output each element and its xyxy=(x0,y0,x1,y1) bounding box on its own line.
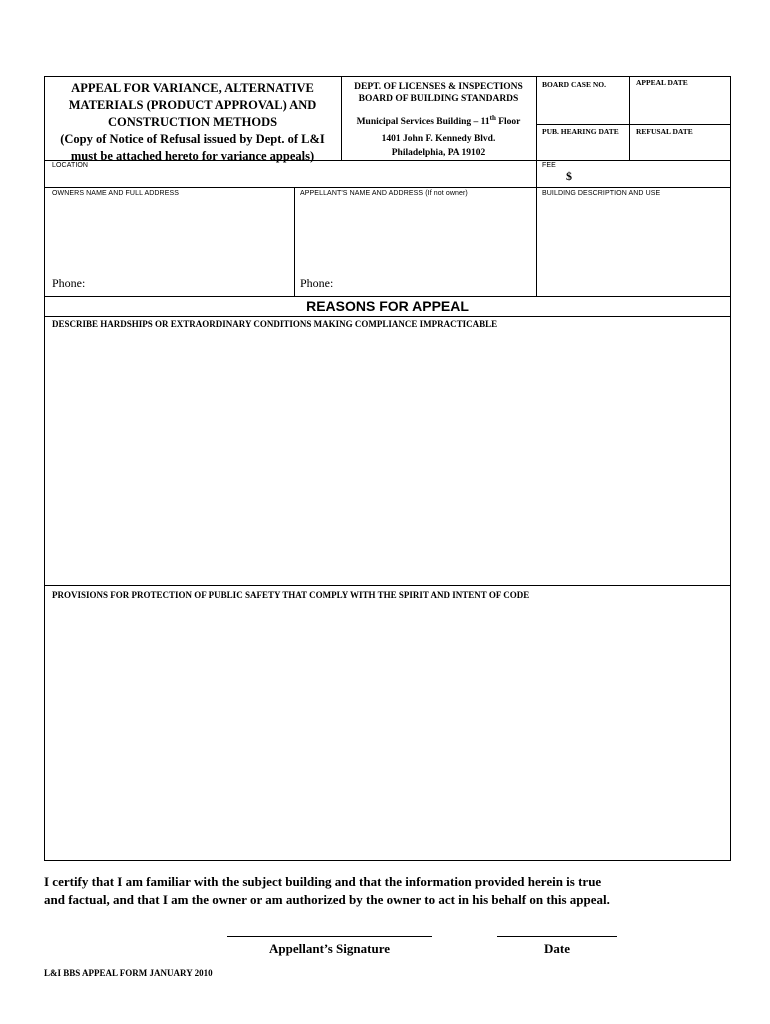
certification-line: I certify that I am familiar with the subject building and that the information provided herein is true xyxy=(44,874,602,889)
owners-name-field[interactable] xyxy=(45,200,293,275)
title-note-line: (Copy of Notice of Refusal issued by Dept. of L&I xyxy=(60,132,325,146)
building-description-label: BUILDING DESCRIPTION AND USE xyxy=(542,190,661,197)
board-case-no-field[interactable] xyxy=(537,90,629,124)
fee-symbol: $ xyxy=(566,169,572,183)
signature-line xyxy=(227,936,432,937)
appellant-phone-label: Phone: xyxy=(300,276,334,290)
hardships-label: DESCRIBE HARDSHIPS OR EXTRAORDINARY CONDITIONS MAKING COMPLIANCE IMPRACTICABLE xyxy=(52,319,498,329)
refusal-date-label: REFUSAL DATE xyxy=(636,127,693,136)
provisions-field[interactable] xyxy=(46,604,729,859)
department-block xyxy=(341,81,536,159)
owners-name-label: OWNERS NAME AND FULL ADDRESS xyxy=(52,190,180,197)
divider xyxy=(44,296,731,297)
street-address: 1401 John F. Kennedy Blvd. xyxy=(381,134,496,145)
refusal-date-field[interactable] xyxy=(630,137,730,160)
fee-label: FEE xyxy=(542,162,556,169)
certification-text xyxy=(44,873,734,909)
owner-phone-field[interactable] xyxy=(95,276,290,294)
certification-line: and factual, and that I am the owner or am authorized by the owner to act in his behalf on this appeal. xyxy=(44,892,610,907)
board-case-no-label: BOARD CASE NO. xyxy=(542,80,606,89)
form-title xyxy=(44,80,341,165)
title-line: APPEAL FOR VARIANCE, ALTERNATIVE xyxy=(71,81,314,95)
date-line xyxy=(497,936,617,937)
owner-phone-label: Phone: xyxy=(52,276,86,290)
divider xyxy=(44,187,731,188)
form-footer: L&I BBS APPEAL FORM JANUARY 2010 xyxy=(44,968,213,978)
divider xyxy=(44,585,731,586)
divider xyxy=(536,124,731,125)
signature-field[interactable] xyxy=(227,915,432,936)
building-address: Municipal Services Building – 11th Floor xyxy=(356,114,521,128)
divider xyxy=(44,316,731,317)
appellant-phone-field[interactable] xyxy=(343,276,531,294)
appeal-date-label: APPEAL DATE xyxy=(636,78,688,87)
location-label: LOCATION xyxy=(52,162,89,169)
date-field[interactable] xyxy=(497,915,617,936)
city-address: Philadelphia, PA 19102 xyxy=(391,148,486,159)
appellant-name-field[interactable] xyxy=(296,200,535,275)
hardships-field[interactable] xyxy=(46,332,729,584)
provisions-label: PROVISIONS FOR PROTECTION OF PUBLIC SAFETY THAT COMPLY WITH THE SPIRIT AND INTENT OF CODE xyxy=(52,590,530,600)
signature-label: Appellant’s Signature xyxy=(269,941,390,956)
divider xyxy=(294,187,295,296)
board-name: BOARD OF BUILDING STANDARDS xyxy=(358,94,519,104)
title-note-line: must be attached hereto for variance appeals) xyxy=(70,149,315,163)
appeal-date-field[interactable] xyxy=(630,90,730,124)
appellant-name-label: APPELLANT'S NAME AND ADDRESS (If not owner) xyxy=(300,190,468,197)
fee-field[interactable] xyxy=(576,170,726,187)
pub-hearing-date-field[interactable] xyxy=(537,137,629,160)
pub-hearing-date-label: PUB. HEARING DATE xyxy=(542,127,619,136)
title-line: MATERIALS (PRODUCT APPROVAL) AND xyxy=(68,98,317,112)
title-line: CONSTRUCTION METHODS xyxy=(107,115,278,129)
dept-name: DEPT. OF LICENSES & INSPECTIONS xyxy=(354,82,523,92)
reasons-header: REASONS FOR APPEAL xyxy=(306,298,469,314)
location-field[interactable] xyxy=(45,170,535,187)
building-description-field[interactable] xyxy=(537,200,730,295)
date-label: Date xyxy=(544,941,570,956)
